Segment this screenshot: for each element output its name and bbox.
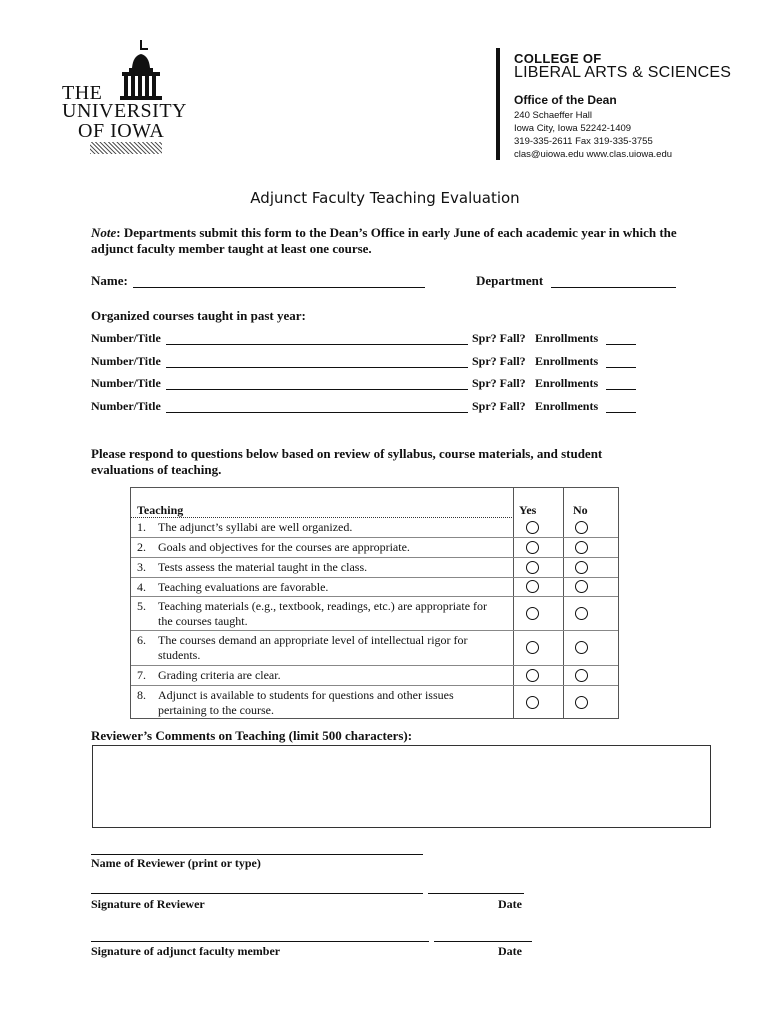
email-web-line: clas@uiowa.edu www.clas.uiowa.edu (514, 149, 673, 160)
header-underline (131, 517, 513, 518)
row-question: Adjunct is available to students for questions and other issues (158, 688, 454, 702)
table-row (137, 520, 507, 535)
reviewer-date-label: Date (498, 897, 522, 911)
row-question: The courses demand an appropriate level of intellectual rigor for (158, 633, 468, 647)
no-radio-4[interactable] (575, 580, 588, 593)
row-number: 2. (137, 540, 146, 554)
course-enrollments-label: Enrollments (535, 399, 599, 413)
faculty-signature-field[interactable] (91, 941, 429, 942)
logo-hatch-bar (90, 142, 162, 154)
course-enrollments-field[interactable] (606, 389, 636, 390)
header-divider (496, 48, 500, 160)
row-divider (131, 577, 618, 578)
instructions-text: Please respond to questions below based on review of syllabus, course materials, and student evaluations of teaching. (91, 446, 603, 477)
row-number: 6. (137, 633, 146, 647)
row-number: 8. (137, 688, 146, 702)
row-divider (131, 557, 618, 558)
no-radio-7[interactable] (575, 669, 588, 682)
row-question-continued: the courses taught. (158, 614, 248, 628)
note-label: Note (91, 225, 117, 240)
row-divider (131, 630, 618, 631)
yes-radio-2[interactable] (526, 541, 539, 554)
course-enrollments-label: Enrollments (535, 331, 599, 345)
form-title: Adjunct Faculty Teaching Evaluation (250, 189, 520, 207)
table-row (137, 599, 507, 629)
row-question: Teaching materials (e.g., textbook, readings, etc.) are appropriate for (158, 599, 488, 613)
table-divider (513, 488, 514, 718)
row-question: The adjunct’s syllabi are well organized. (158, 520, 353, 534)
yes-radio-3[interactable] (526, 561, 539, 574)
no-radio-3[interactable] (575, 561, 588, 574)
address-line: Iowa City, Iowa 52242-1409 (514, 123, 632, 134)
table-row (137, 668, 507, 683)
yes-radio-1[interactable] (526, 521, 539, 534)
course-semester-label: Spr? Fall? (472, 331, 526, 345)
row-divider (131, 685, 618, 686)
address-line: 240 Schaeffer Hall (514, 110, 592, 121)
faculty-signature-label: Signature of adjunct faculty member (91, 944, 281, 958)
row-number: 1. (137, 520, 146, 534)
course-enrollments-field[interactable] (606, 344, 636, 345)
course-enrollments-field[interactable] (606, 367, 636, 368)
row-question: Tests assess the material taught in the class. (158, 560, 368, 574)
reviewer-name-label: Name of Reviewer (print or type) (91, 856, 261, 870)
no-radio-5[interactable] (575, 607, 588, 620)
row-question: Teaching evaluations are favorable. (158, 580, 329, 594)
table-row (137, 633, 507, 663)
note-text: : Departments submit this form to the Dean’s Office in early June of each academic year in which the adjunct faculty member taught at least one course. (91, 225, 677, 256)
reviewer-date-field[interactable] (428, 893, 524, 894)
row-divider (131, 537, 618, 538)
phone-line: 319-335-2611 Fax 319-335-3755 (514, 136, 653, 147)
row-number: 5. (137, 599, 146, 613)
name-field[interactable] (133, 287, 425, 288)
logo-text-of-iowa: OF IOWA (78, 120, 165, 142)
table-header-yes: Yes (519, 503, 537, 517)
course-number-title-label: Number/Title (91, 399, 161, 413)
form-note (91, 225, 701, 257)
faculty-date-label: Date (498, 944, 522, 958)
course-number-title-field[interactable] (166, 367, 468, 368)
table-divider (563, 488, 564, 718)
table-header-teaching: Teaching (137, 503, 184, 517)
course-number-title-field[interactable] (166, 412, 468, 413)
row-divider (131, 596, 618, 597)
college-line-1: COLLEGE OF (514, 51, 602, 66)
yes-radio-6[interactable] (526, 641, 539, 654)
yes-radio-4[interactable] (526, 580, 539, 593)
course-number-title-field[interactable] (166, 344, 468, 345)
row-number: 7. (137, 668, 146, 682)
reviewer-signature-field[interactable] (91, 893, 423, 894)
course-semester-label: Spr? Fall? (472, 399, 526, 413)
department-label: Department (476, 273, 544, 288)
course-semester-label: Spr? Fall? (472, 354, 526, 368)
row-number: 4. (137, 580, 146, 594)
course-enrollments-label: Enrollments (535, 376, 599, 390)
row-question-continued: students. (158, 648, 201, 662)
table-row (137, 540, 507, 555)
department-field[interactable] (551, 287, 676, 288)
course-enrollments-field[interactable] (606, 412, 636, 413)
office-of-dean: Office of the Dean (514, 93, 617, 107)
reviewer-name-field[interactable] (91, 854, 423, 855)
college-line-2: LIBERAL ARTS & SCIENCES (514, 64, 732, 81)
course-enrollments-label: Enrollments (535, 354, 599, 368)
yes-radio-7[interactable] (526, 669, 539, 682)
faculty-date-field[interactable] (434, 941, 532, 942)
no-radio-2[interactable] (575, 541, 588, 554)
logo-text-university: UNIVERSITY (62, 100, 187, 122)
logo-text-the: THE (62, 82, 103, 104)
table-row (137, 560, 507, 575)
comments-textarea[interactable] (92, 745, 711, 828)
reviewer-signature-label: Signature of Reviewer (91, 897, 205, 911)
yes-radio-8[interactable] (526, 696, 539, 709)
course-number-title-label: Number/Title (91, 331, 161, 345)
no-radio-6[interactable] (575, 641, 588, 654)
comments-label: Reviewer’s Comments on Teaching (limit 500 characters): (91, 728, 413, 743)
no-radio-8[interactable] (575, 696, 588, 709)
table-header-no: No (573, 503, 588, 517)
course-number-title-label: Number/Title (91, 354, 161, 368)
yes-radio-5[interactable] (526, 607, 539, 620)
table-row (137, 688, 507, 718)
table-row (137, 580, 507, 595)
row-number: 3. (137, 560, 146, 574)
row-question: Grading criteria are clear. (158, 668, 281, 682)
course-number-title-label: Number/Title (91, 376, 161, 390)
name-label: Name: (91, 273, 128, 288)
course-semester-label: Spr? Fall? (472, 376, 526, 390)
courses-heading: Organized courses taught in past year: (91, 308, 306, 323)
teaching-evaluation-table (130, 487, 619, 719)
course-number-title-field[interactable] (166, 389, 468, 390)
row-divider (131, 665, 618, 666)
row-question-continued: pertaining to the course. (158, 703, 274, 717)
no-radio-1[interactable] (575, 521, 588, 534)
row-question: Goals and objectives for the courses are appropriate. (158, 540, 410, 554)
